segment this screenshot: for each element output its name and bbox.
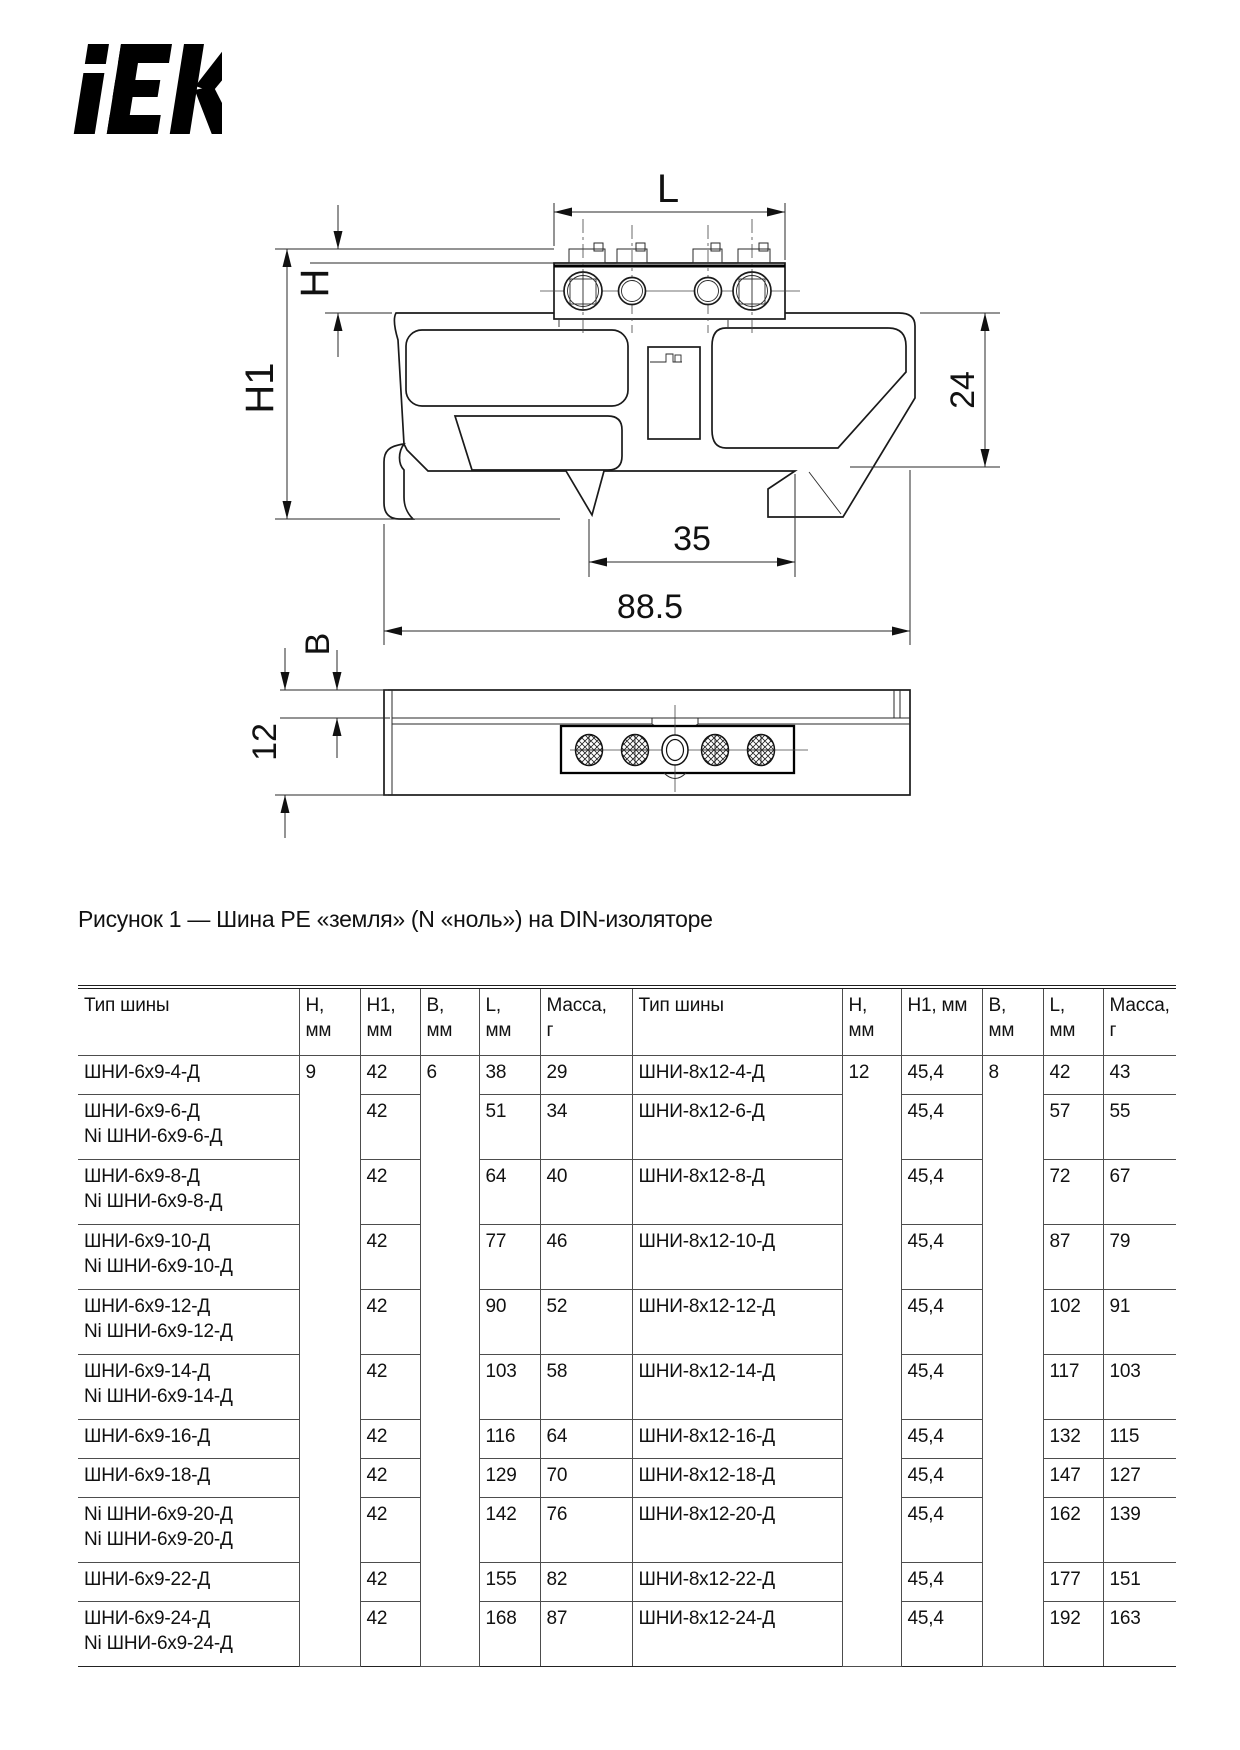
h1-cell-right: 45,4 [901,1563,982,1602]
mass-cell-right: 139 [1103,1498,1176,1563]
l-cell: 142 [479,1498,540,1563]
type-cell: ШНИ-6x9-6-Д Ni ШНИ-6x9-6-Д [78,1095,299,1160]
l-cell-right: 132 [1043,1420,1103,1459]
l-cell: 129 [479,1459,540,1498]
h1-cell: 42 [360,1095,420,1160]
column-header-4: L, мм [479,987,540,1056]
mass-cell: 29 [540,1056,632,1095]
h1-cell: 42 [360,1563,420,1602]
l-cell: 155 [479,1563,540,1602]
h1-cell: 42 [360,1160,420,1225]
dim-label-H: H [293,268,337,298]
bottom-screw-4 [747,734,775,766]
dim-H [293,205,392,357]
table-row [78,1056,1176,1095]
technical-drawing [0,140,1240,840]
mass-cell: 58 [540,1355,632,1420]
dim-35 [589,474,795,577]
l-cell: 38 [479,1056,540,1095]
screw-large-1 [564,272,602,310]
l-cell-right: 42 [1043,1056,1103,1095]
l-cell-right: 57 [1043,1095,1103,1160]
type-cell-right: ШНИ-8x12-16-Д [632,1420,842,1459]
type-cell-right: ШНИ-8x12-8-Д [632,1160,842,1225]
screw-small-2 [695,278,722,305]
spec-table [78,985,1176,1667]
column-header-10: L, мм [1043,987,1103,1056]
type-cell-right: ШНИ-8x12-18-Д [632,1459,842,1498]
type-cell: ШНИ-6x9-14-Д Ni ШНИ-6x9-14-Д [78,1355,299,1420]
logo-e [107,44,172,134]
l-cell-right: 177 [1043,1563,1103,1602]
dim-label-24: 24 [944,371,982,409]
h1-cell-right: 45,4 [901,1420,982,1459]
l-cell-right: 72 [1043,1160,1103,1225]
h1-cell: 42 [360,1420,420,1459]
screw-large-2 [733,272,771,310]
l-cell: 116 [479,1420,540,1459]
type-cell-right: ШНИ-8x12-10-Д [632,1225,842,1290]
h1-cell-right: 45,4 [901,1290,982,1355]
iek-logo [72,42,222,137]
cutout-bottom-left [455,416,622,470]
bus-bar-strip [310,249,554,263]
h1-cell-right: 45,4 [901,1056,982,1095]
logo-i-dot [85,44,109,64]
din-hook [384,444,413,519]
type-cell-right: ШНИ-8x12-12-Д [632,1290,842,1355]
l-cell-right: 102 [1043,1290,1103,1355]
bottom-screw-3 [701,734,729,766]
mass-cell: 70 [540,1459,632,1498]
dim-label-12: 12 [246,723,284,761]
screw-small-1 [619,278,646,305]
terminal-block [540,219,800,333]
column-header-11: Масса, г [1103,987,1176,1056]
mass-cell-right: 103 [1103,1355,1176,1420]
l-cell: 168 [479,1602,540,1667]
l-cell: 77 [479,1225,540,1290]
mass-cell: 82 [540,1563,632,1602]
type-cell-right: ШНИ-8x12-22-Д [632,1563,842,1602]
column-header-1: H, мм [299,987,360,1056]
column-header-8: H1, мм [901,987,982,1056]
dim-label-B: B [299,632,337,656]
type-cell-right: ШНИ-8x12-14-Д [632,1355,842,1420]
type-cell-right: ШНИ-8x12-4-Д [632,1056,842,1095]
column-header-7: H, мм [842,987,901,1056]
dim-12 [246,648,388,838]
terminal-tabs [569,243,770,263]
h1-cell-right: 45,4 [901,1602,982,1667]
dim-label-88-5: 88.5 [616,588,684,626]
mass-cell-right: 163 [1103,1602,1176,1667]
cutout-middle [648,347,700,439]
type-cell-right: ШНИ-8x12-20-Д [632,1498,842,1563]
h-merged-cell-right: 12 [842,1056,901,1667]
dim-label-35: 35 [673,520,711,558]
type-cell: ШНИ-6x9-18-Д [78,1459,299,1498]
h1-cell-right: 45,4 [901,1459,982,1498]
cutout-top-left [406,330,628,406]
mass-cell-right: 43 [1103,1056,1176,1095]
bottom-screw-2 [621,734,649,766]
l-cell: 51 [479,1095,540,1160]
type-cell-right: ШНИ-8x12-6-Д [632,1095,842,1160]
type-cell: ШНИ-6x9-8-Д Ni ШНИ-6x9-8-Д [78,1160,299,1225]
type-cell-right: ШНИ-8x12-24-Д [632,1602,842,1667]
mass-cell: 40 [540,1160,632,1225]
b-merged-cell: 6 [420,1056,479,1667]
h1-cell: 42 [360,1355,420,1420]
h1-cell-right: 45,4 [901,1355,982,1420]
h1-cell-right: 45,4 [901,1225,982,1290]
mass-cell: 87 [540,1602,632,1667]
b-merged-cell-right: 8 [982,1056,1043,1667]
mass-cell-right: 55 [1103,1095,1176,1160]
type-cell: ШНИ-6x9-16-Д [78,1420,299,1459]
type-cell: ШНИ-6x9-4-Д [78,1056,299,1095]
h1-cell-right: 45,4 [901,1498,982,1563]
l-cell: 90 [479,1290,540,1355]
figure-caption: Рисунок 1 — Шина PE «земля» (N «ноль») на DIN-изоляторе [78,906,713,932]
column-header-6: Тип шины [632,987,842,1056]
bottom-screw-1 [575,734,603,766]
logo-k [170,44,222,134]
column-header-2: H1, мм [360,987,420,1056]
front-view [238,167,1000,645]
l-cell-right: 87 [1043,1225,1103,1290]
column-header-3: B, мм [420,987,479,1056]
mass-cell-right: 79 [1103,1225,1176,1290]
mass-cell-right: 127 [1103,1459,1176,1498]
l-cell: 64 [479,1160,540,1225]
l-cell: 103 [479,1355,540,1420]
l-cell-right: 192 [1043,1602,1103,1667]
mass-cell: 46 [540,1225,632,1290]
mass-cell-right: 67 [1103,1160,1176,1225]
h1-cell: 42 [360,1225,420,1290]
h1-cell: 42 [360,1602,420,1667]
dim-B [280,633,390,758]
type-cell: ШНИ-6x9-22-Д [78,1563,299,1602]
h1-cell: 42 [360,1290,420,1355]
mass-cell: 76 [540,1498,632,1563]
mass-cell: 64 [540,1420,632,1459]
column-header-9: B, мм [982,987,1043,1056]
type-cell: ШНИ-6x9-24-Д Ni ШНИ-6x9-24-Д [78,1602,299,1667]
table-header-row [78,987,1176,1056]
l-cell-right: 162 [1043,1498,1103,1563]
type-cell: ШНИ-6x9-10-Д Ni ШНИ-6x9-10-Д [78,1225,299,1290]
mass-cell: 34 [540,1095,632,1160]
h1-cell: 42 [360,1056,420,1095]
dim-label-L: L [656,167,680,211]
logo-i-stem [74,73,105,134]
h1-cell-right: 45,4 [901,1160,982,1225]
dim-L [554,167,785,260]
type-cell: ШНИ-6x9-12-Д Ni ШНИ-6x9-12-Д [78,1290,299,1355]
mass-cell-right: 91 [1103,1290,1176,1355]
mass-cell-right: 115 [1103,1420,1176,1459]
dim-label-H1: H1 [238,362,282,414]
l-cell-right: 117 [1043,1355,1103,1420]
mass-cell: 52 [540,1290,632,1355]
h1-cell: 42 [360,1498,420,1563]
l-cell-right: 147 [1043,1459,1103,1498]
h-merged-cell: 9 [299,1056,360,1667]
bottom-view [246,633,910,838]
column-header-5: Масса, г [540,987,632,1056]
h1-cell: 42 [360,1459,420,1498]
mass-cell-right: 151 [1103,1563,1176,1602]
column-header-0: Тип шины [78,987,299,1056]
type-cell: Ni ШНИ-6x9-20-Д Ni ШНИ-6x9-20-Д [78,1498,299,1563]
h1-cell-right: 45,4 [901,1095,982,1160]
